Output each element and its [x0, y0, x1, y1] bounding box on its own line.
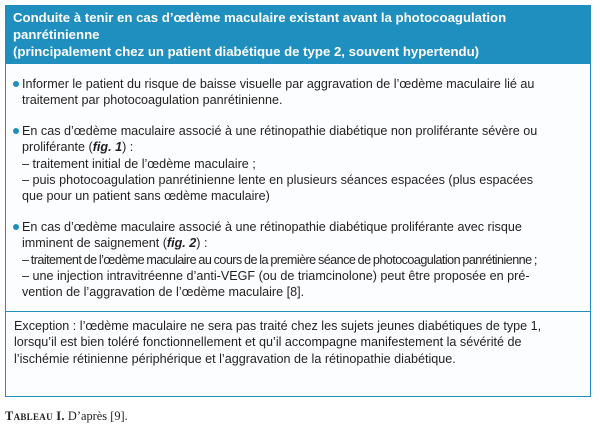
item-1-line-1: Informer le patient du risque de baisse visuelle par aggravation de l’œdème maculaire lié au — [22, 77, 535, 91]
item-3-line-2-pre: imminent de saignement ( — [22, 236, 167, 251]
item-3-sub-1: – traitement de l’œdème maculaire au cours de la première séance de photocoagulation panrétinienne ; — [22, 252, 537, 267]
list-item-proliferative — [14, 219, 582, 301]
bullet-icon — [13, 81, 19, 87]
item-3-line-2 — [22, 235, 582, 251]
item-2-line-1: En cas d’œdème maculaire associé à une rétinopathie diabétique non proliférante sévère ou — [22, 123, 538, 138]
item-2-line-2-post: ) : — [122, 140, 134, 155]
item-3-sub-2: – une injection intravitréenne d’anti-VEGF (ou de triamcinolone) peut être proposée en pré- — [22, 269, 530, 284]
exception-note — [6, 312, 590, 368]
caption-label: Tableau I. — [5, 409, 65, 423]
bullet-icon — [13, 224, 19, 230]
header-line-1: Conduite à tenir en cas d’œdème maculaire existant avant la photocoagulation panrétinienne — [13, 10, 507, 42]
item-3-line-1: En cas d’œdème maculaire associé à une rétinopathie diabétique proliférante avec risque — [22, 219, 522, 234]
bullet-icon — [13, 128, 19, 134]
caption-text: D’après [9]. — [64, 409, 128, 423]
figure-reference-2: fig. 2 — [166, 236, 197, 251]
item-2-sub-2: – puis photocoagulation panrétinienne lente en plusieurs séances espacées (plus espacées — [22, 173, 534, 188]
item-2-sub-3: que pour un patient sans œdème maculaire) — [22, 189, 270, 204]
table-content — [6, 76, 590, 312]
item-3-sub-3: vention de l’aggravation de l’œdème maculaire [8]. — [22, 285, 305, 300]
item-1-line-2: traitement par photocoagulation panrétinienne. — [22, 93, 283, 108]
list-item-non-proliferative — [14, 123, 582, 205]
table-header — [6, 6, 590, 64]
exception-line-3: l’ischémie rétinienne périphérique et l’aggravation de la rétinopathie diabétique. — [14, 352, 456, 367]
item-2-sub-1: – traitement initial de l’œdème maculaire ; — [22, 156, 256, 171]
table-caption — [5, 409, 128, 424]
table-box — [5, 5, 591, 397]
figure-reference-1: fig. 1 — [92, 140, 123, 155]
header-line-2: (principalement chez un patient diabétique de type 2, souvent hypertendu) — [13, 44, 480, 59]
item-3-line-2-post: ) : — [196, 236, 208, 251]
list-item-inform — [14, 76, 582, 109]
exception-line-1: Exception : l’œdème maculaire ne sera pas traité chez les sujets jeunes diabétiques de type 1, — [14, 318, 542, 333]
exception-line-2: lorsqu’il est bien toléré fonctionnellement et qu’il accompagne manifestement la sévérité de — [14, 335, 522, 350]
item-2-line-2-pre: proliférante ( — [22, 140, 93, 155]
item-2-line-2 — [22, 139, 582, 155]
